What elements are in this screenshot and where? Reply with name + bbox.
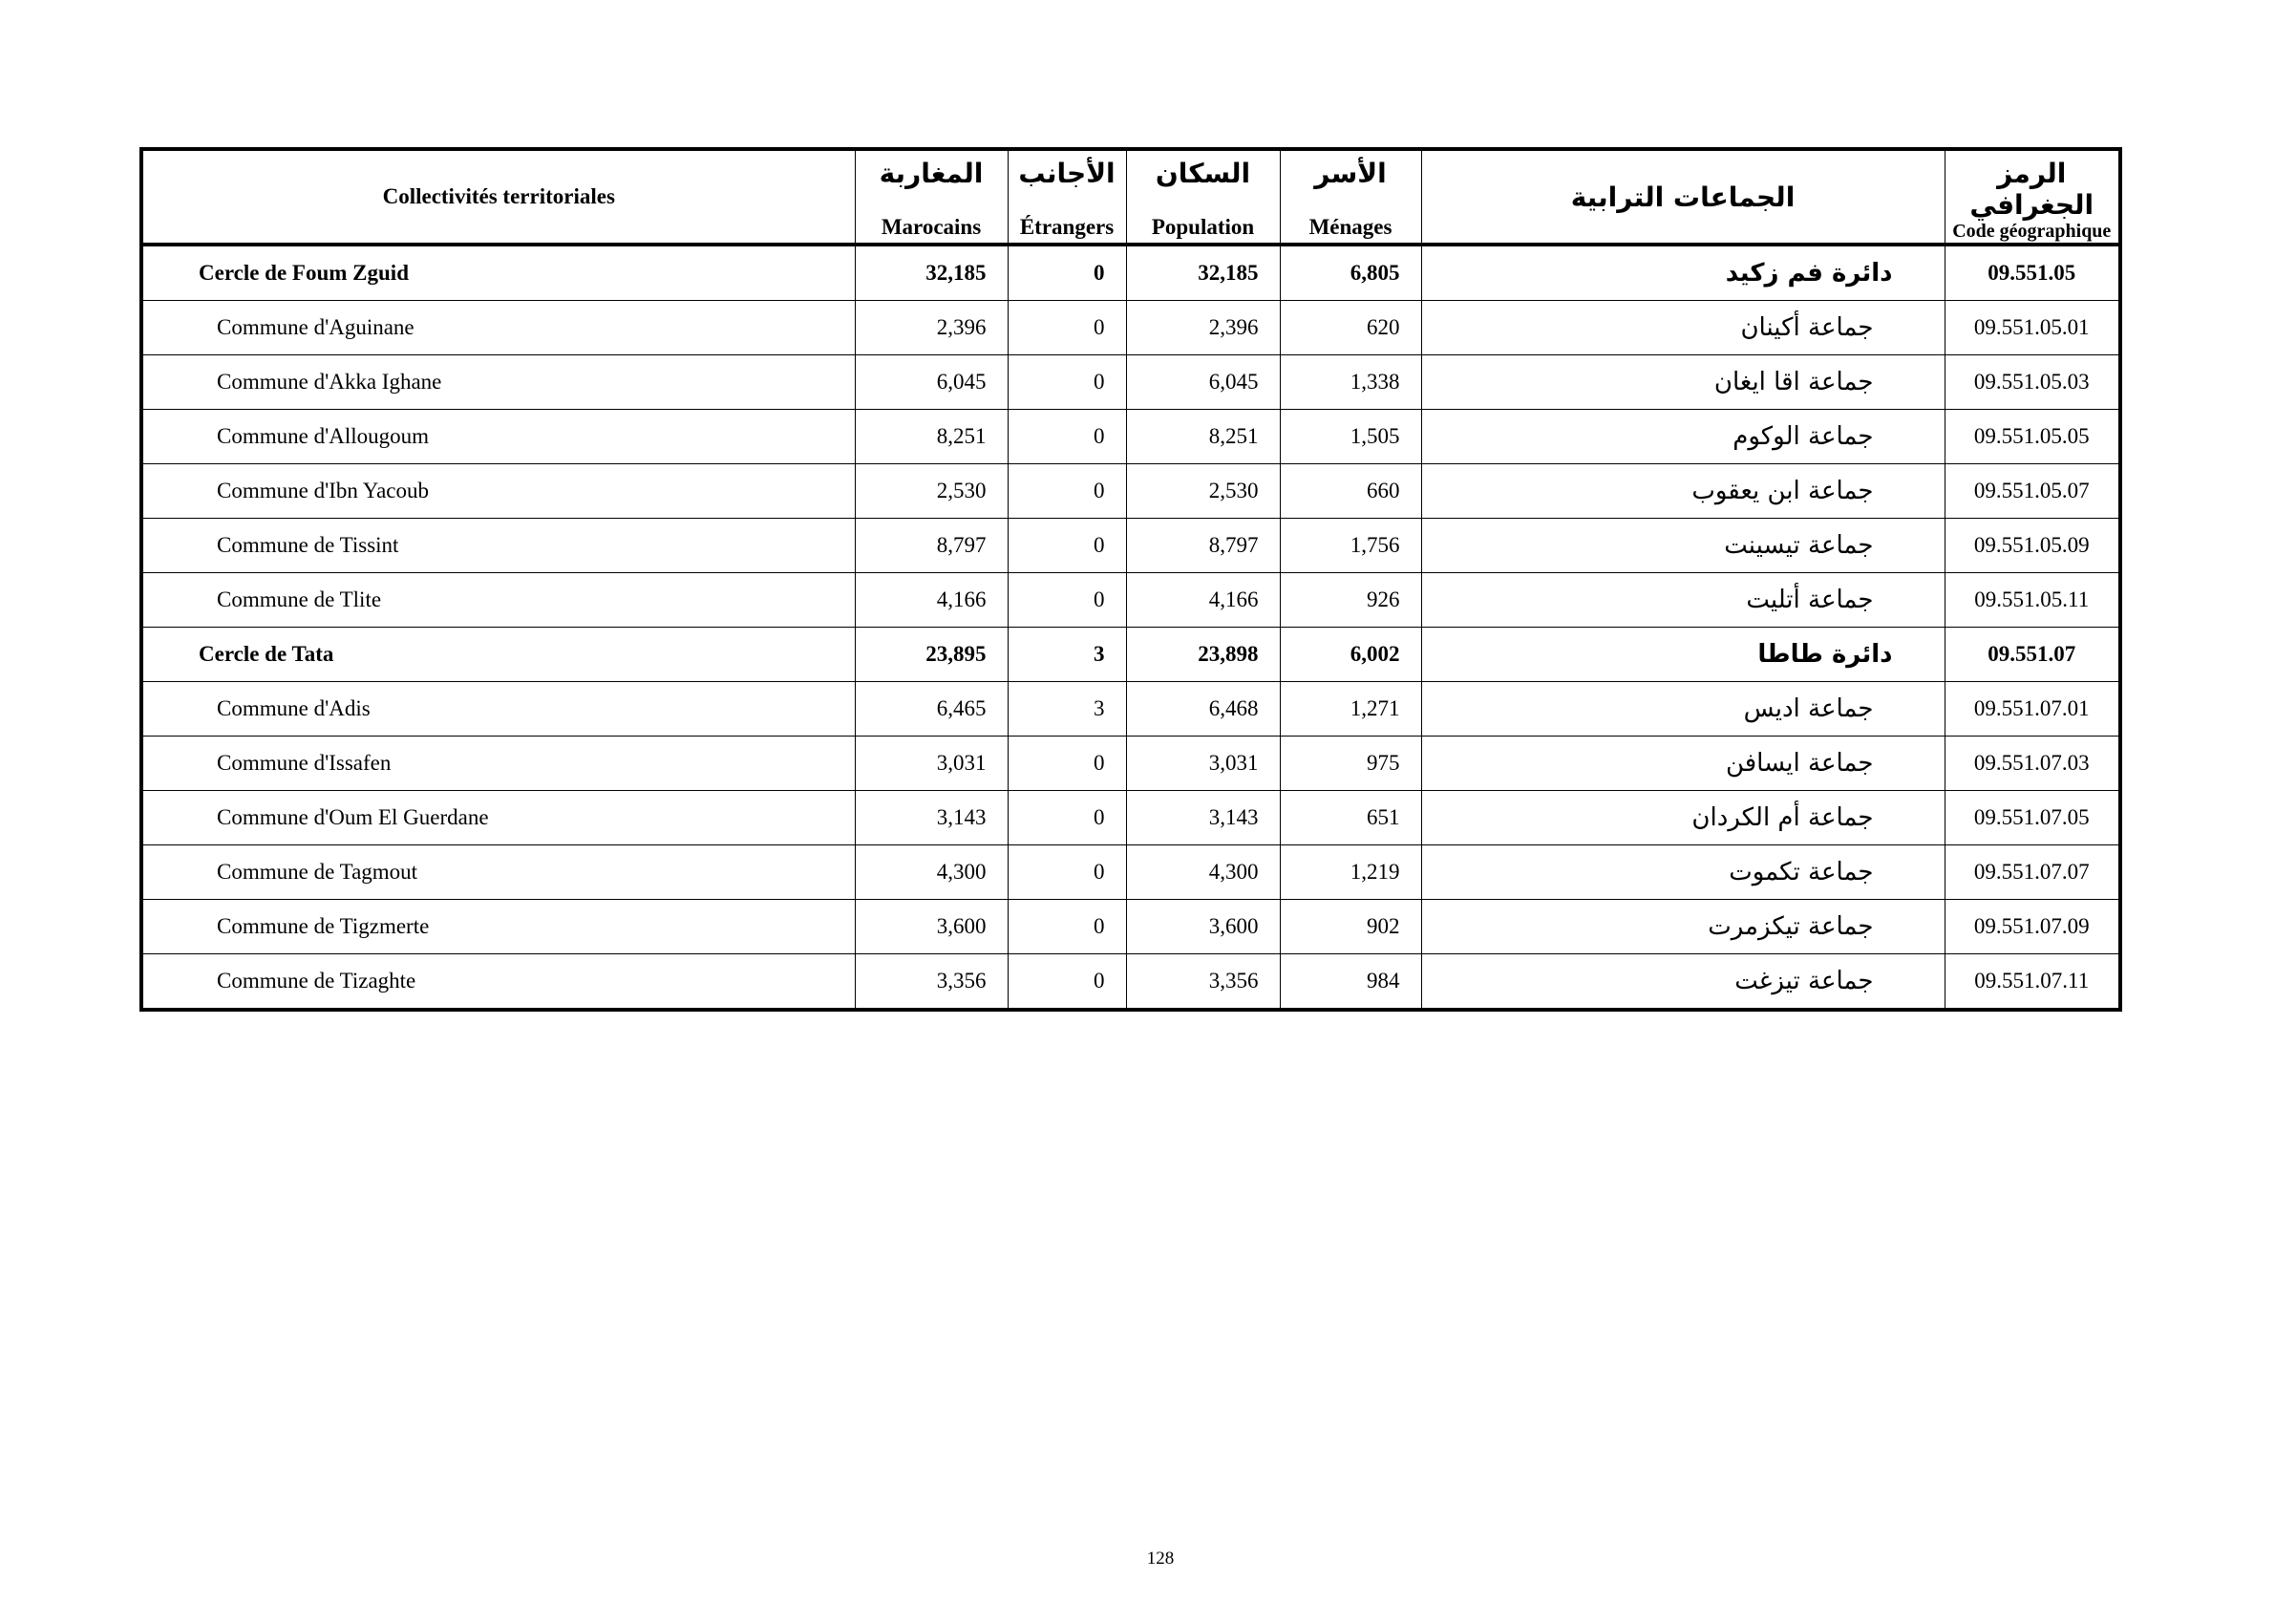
row-etrangers: 0 — [1008, 900, 1126, 954]
header-code-fr: Code géographique — [1952, 221, 2112, 242]
row-name-ar: جماعة تيسينت — [1421, 519, 1945, 573]
row-code: 09.551.05.09 — [1945, 519, 2120, 573]
row-menages: 1,756 — [1280, 519, 1421, 573]
header-population — [1126, 149, 1280, 245]
row-code: 09.551.05.11 — [1945, 573, 2120, 628]
row-marocains: 3,356 — [855, 954, 1008, 1011]
row-etrangers: 3 — [1008, 628, 1126, 682]
row-etrangers: 0 — [1008, 519, 1126, 573]
row-population: 2,530 — [1126, 464, 1280, 519]
row-population: 8,797 — [1126, 519, 1280, 573]
row-etrangers: 3 — [1008, 682, 1126, 737]
header-etrangers — [1008, 149, 1126, 245]
row-etrangers: 0 — [1008, 954, 1126, 1011]
header-code — [1945, 149, 2120, 245]
row-code: 09.551.05.07 — [1945, 464, 2120, 519]
row-name: Commune de Tissint — [141, 519, 855, 573]
row-code: 09.551.05.01 — [1945, 301, 2120, 355]
row-population: 4,166 — [1126, 573, 1280, 628]
header-marocains-fr: Marocains — [881, 215, 982, 239]
row-population: 23,898 — [1126, 628, 1280, 682]
row-menages: 6,002 — [1280, 628, 1421, 682]
header-collectivites — [141, 149, 855, 245]
header-population-ar: السكان — [1155, 158, 1251, 189]
row-marocains: 2,530 — [855, 464, 1008, 519]
row-population: 4,300 — [1126, 845, 1280, 900]
header-menages — [1280, 149, 1421, 245]
table-row — [141, 573, 2120, 628]
row-etrangers: 0 — [1008, 845, 1126, 900]
table-row — [141, 245, 2120, 301]
row-name: Commune d'Issafen — [141, 737, 855, 791]
row-etrangers: 0 — [1008, 791, 1126, 845]
row-name: Commune de Tizaghte — [141, 954, 855, 1011]
row-menages: 660 — [1280, 464, 1421, 519]
row-etrangers: 0 — [1008, 410, 1126, 464]
row-menages: 1,505 — [1280, 410, 1421, 464]
row-name-ar: دائرة طاطا — [1421, 628, 1945, 682]
row-menages: 651 — [1280, 791, 1421, 845]
row-menages: 902 — [1280, 900, 1421, 954]
header-marocains-ar: المغاربة — [879, 158, 984, 189]
row-name-ar: جماعة أم الكردان — [1421, 791, 1945, 845]
row-marocains: 4,166 — [855, 573, 1008, 628]
row-population: 6,045 — [1126, 355, 1280, 410]
row-name-ar: جماعة ايسافن — [1421, 737, 1945, 791]
header-code-ar: الرمز الجغرافي — [1969, 158, 2094, 221]
row-marocains: 3,031 — [855, 737, 1008, 791]
table-header — [141, 149, 2120, 245]
row-population: 3,143 — [1126, 791, 1280, 845]
row-etrangers: 0 — [1008, 355, 1126, 410]
row-name-ar: جماعة اقا ايغان — [1421, 355, 1945, 410]
row-marocains: 3,600 — [855, 900, 1008, 954]
row-name-ar: جماعة ابن يعقوب — [1421, 464, 1945, 519]
row-name-ar: جماعة الوكوم — [1421, 410, 1945, 464]
row-marocains: 6,045 — [855, 355, 1008, 410]
row-population: 3,600 — [1126, 900, 1280, 954]
row-marocains: 8,251 — [855, 410, 1008, 464]
row-name: Commune d'Adis — [141, 682, 855, 737]
row-name-ar: جماعة أتليت — [1421, 573, 1945, 628]
table-row — [141, 519, 2120, 573]
row-name: Commune d'Akka Ighane — [141, 355, 855, 410]
row-name: Commune de Tlite — [141, 573, 855, 628]
row-marocains: 32,185 — [855, 245, 1008, 301]
row-menages: 6,805 — [1280, 245, 1421, 301]
row-population: 32,185 — [1126, 245, 1280, 301]
row-population: 2,396 — [1126, 301, 1280, 355]
row-menages: 1,271 — [1280, 682, 1421, 737]
row-code: 09.551.05 — [1945, 245, 2120, 301]
table-row — [141, 791, 2120, 845]
row-name: Commune de Tagmout — [141, 845, 855, 900]
row-menages: 975 — [1280, 737, 1421, 791]
row-name-ar: جماعة اديس — [1421, 682, 1945, 737]
row-code: 09.551.07 — [1945, 628, 2120, 682]
row-name-ar: جماعة تكموت — [1421, 845, 1945, 900]
header-etrangers-ar: الأجانب — [1018, 158, 1116, 189]
row-code: 09.551.07.11 — [1945, 954, 2120, 1011]
row-menages: 620 — [1280, 301, 1421, 355]
row-menages: 984 — [1280, 954, 1421, 1011]
row-code: 09.551.07.09 — [1945, 900, 2120, 954]
row-code: 09.551.05.03 — [1945, 355, 2120, 410]
row-etrangers: 0 — [1008, 464, 1126, 519]
row-code: 09.551.07.07 — [1945, 845, 2120, 900]
header-jamaat-ar: الجماعات الترابية — [1570, 181, 1796, 213]
row-marocains: 2,396 — [855, 301, 1008, 355]
row-name: Commune d'Aguinane — [141, 301, 855, 355]
row-population: 6,468 — [1126, 682, 1280, 737]
table-body — [141, 245, 2120, 1010]
header-jamaat — [1421, 149, 1945, 245]
table-row — [141, 355, 2120, 410]
row-code: 09.551.05.05 — [1945, 410, 2120, 464]
row-name: Cercle de Tata — [141, 628, 855, 682]
row-name-ar: جماعة تيزغت — [1421, 954, 1945, 1011]
census-table-container — [139, 147, 2118, 1012]
row-code: 09.551.07.01 — [1945, 682, 2120, 737]
page-number: 128 — [1146, 1548, 1175, 1569]
row-name: Commune d'Oum El Guerdane — [141, 791, 855, 845]
row-name-ar: جماعة تيكزمرت — [1421, 900, 1945, 954]
row-menages: 926 — [1280, 573, 1421, 628]
table-row — [141, 737, 2120, 791]
row-etrangers: 0 — [1008, 737, 1126, 791]
header-etrangers-fr: Étrangers — [1019, 215, 1115, 239]
table-row — [141, 410, 2120, 464]
row-name-ar: جماعة أكينان — [1421, 301, 1945, 355]
table-row — [141, 464, 2120, 519]
row-marocains: 23,895 — [855, 628, 1008, 682]
table-row — [141, 628, 2120, 682]
row-code: 09.551.07.05 — [1945, 791, 2120, 845]
table-row — [141, 954, 2120, 1011]
row-marocains: 6,465 — [855, 682, 1008, 737]
row-marocains: 3,143 — [855, 791, 1008, 845]
census-table — [139, 147, 2122, 1012]
table-row — [141, 900, 2120, 954]
header-menages-ar: الأسر — [1314, 158, 1387, 189]
header-population-fr: Population — [1151, 215, 1255, 239]
table-row — [141, 682, 2120, 737]
row-name: Commune d'Allougoum — [141, 410, 855, 464]
table-row — [141, 845, 2120, 900]
row-population: 3,031 — [1126, 737, 1280, 791]
row-name: Commune d'Ibn Yacoub — [141, 464, 855, 519]
row-etrangers: 0 — [1008, 573, 1126, 628]
row-name-ar: دائرة فم زكيد — [1421, 245, 1945, 301]
row-menages: 1,338 — [1280, 355, 1421, 410]
row-population: 8,251 — [1126, 410, 1280, 464]
row-code: 09.551.07.03 — [1945, 737, 2120, 791]
row-marocains: 8,797 — [855, 519, 1008, 573]
header-marocains — [855, 149, 1008, 245]
row-population: 3,356 — [1126, 954, 1280, 1011]
row-menages: 1,219 — [1280, 845, 1421, 900]
row-name: Commune de Tigzmerte — [141, 900, 855, 954]
header-menages-fr: Ménages — [1308, 215, 1392, 239]
row-marocains: 4,300 — [855, 845, 1008, 900]
table-row — [141, 301, 2120, 355]
row-etrangers: 0 — [1008, 301, 1126, 355]
header-collectivites-label: Collectivités territoriales — [382, 184, 615, 208]
row-etrangers: 0 — [1008, 245, 1126, 301]
row-name: Cercle de Foum Zguid — [141, 245, 855, 301]
